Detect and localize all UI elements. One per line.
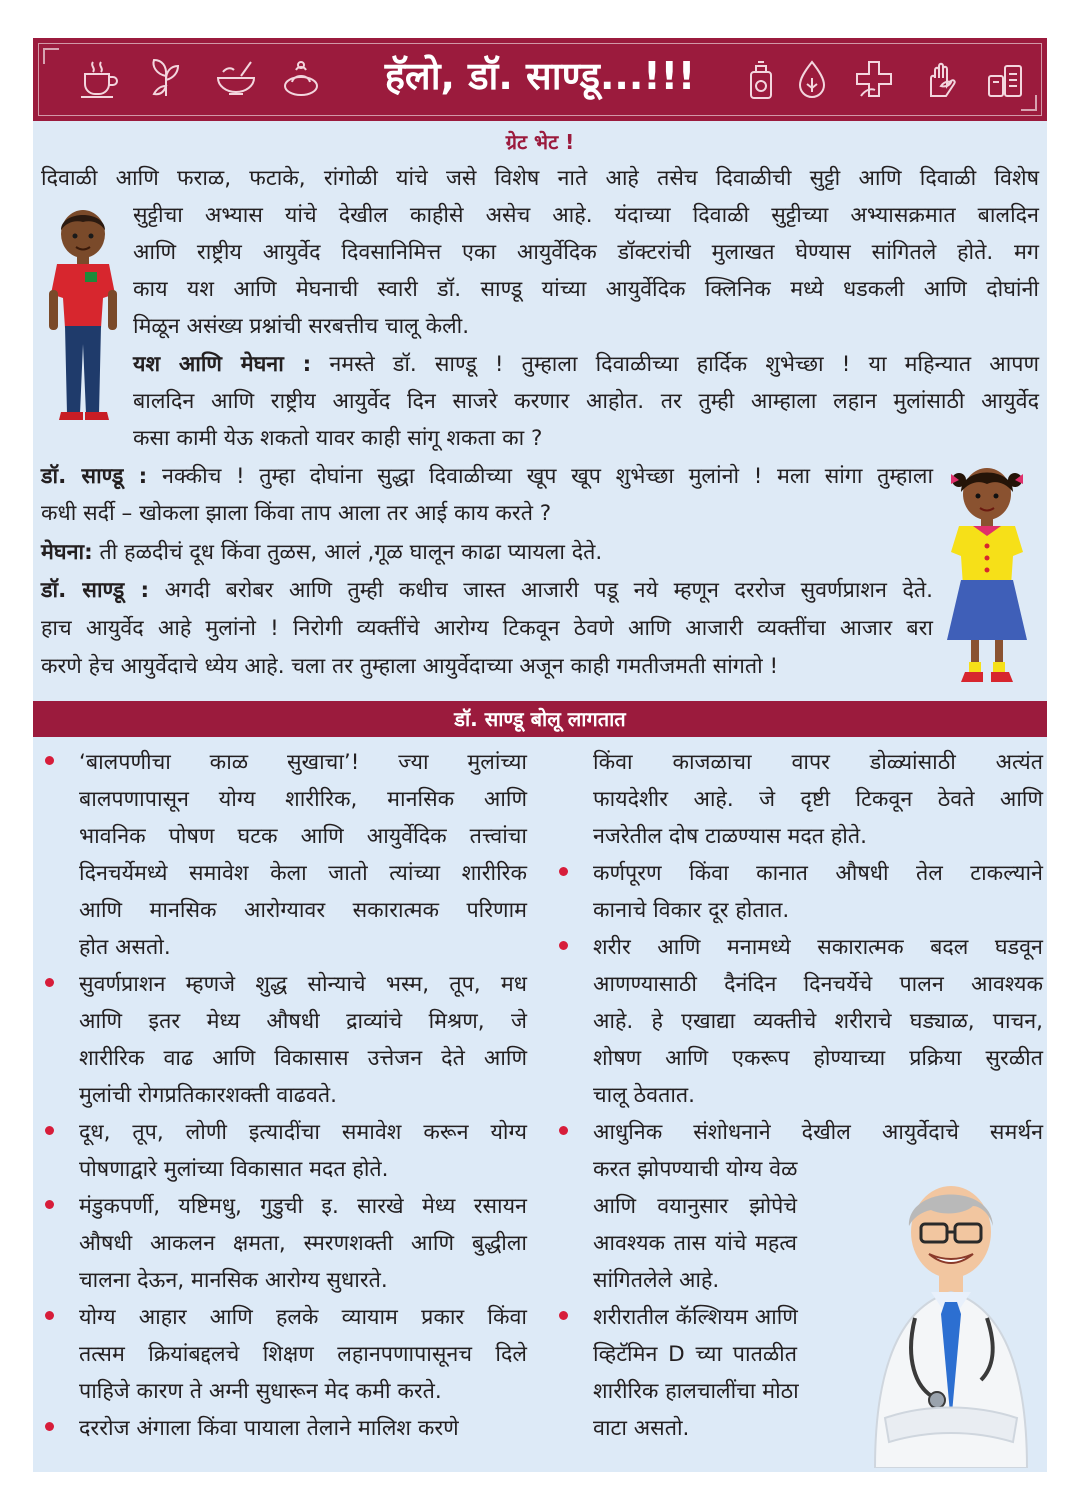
- header-banner: [33, 38, 1047, 121]
- intro-subtitle: ग्रेट भेट !: [505, 130, 575, 154]
- bullet-continuation: आणण्यासाठी दैनंदिन दिनचर्येचे पालन आवश्यक: [593, 972, 1043, 997]
- bullet-continuation: कानाचे विकार दूर होतात.: [593, 898, 790, 923]
- hand-leaf-icon: [921, 56, 967, 102]
- bullet-item: दूध, तूप, लोणी इत्यादींचा समावेश करून योग्य: [79, 1120, 527, 1145]
- speaker-label: डॉ. साण्डू :: [41, 464, 148, 489]
- bullet-item: योग्य आहार आणि हलके व्यायाम प्रकार किंवा: [79, 1305, 527, 1330]
- bullet-continuation: भावनिक पोषण घटक आणि आयुर्वेदिक तत्त्वांचा: [79, 824, 527, 849]
- bullet-continuation: आवश्यक तास यांचे महत्व: [593, 1231, 797, 1256]
- intro-line: काय यश आणि मेघनाची स्वारी डॉ. साण्डू यांच्या आयुर्वेदिक क्लिनिक मध्ये धडकली आणि दोघांनी: [133, 277, 1039, 302]
- dialogue-line: हाच आयुर्वेद आहे मुलांनो ! निरोगी व्यक्तींचे आरोग्य टिकवून ठेवणे आणि आजारी व्यक्तींचा आजार बरा: [41, 616, 933, 641]
- section-title: डॉ. साण्डू बोलू लागतात: [33, 701, 1047, 737]
- intro-line: सुट्टीचा अभ्यास यांचे देखील काहीसे असेच आहे. यंदाच्या दिवाळी सुट्टीच्या अभ्यासक्रमात बालदिन: [133, 203, 1039, 228]
- bullet-item: आधुनिक संशोधनाने देखील आयुर्वेदाचे समर्थन: [593, 1120, 1043, 1145]
- bullet-continuation: बालपणापासून योग्य शारीरिक, मानसिक आणि: [79, 787, 527, 812]
- intro-line: दिवाळी आणि फराळ, फटाके, रांगोळी यांचे जसे विशेष नाते आहे तसेच दिवाळीची सुट्टी आणि दिवाळी विशेष: [41, 166, 1039, 191]
- bullet-continuation: आणि वयानुसार झोपेचे: [593, 1194, 797, 1219]
- bullet-continuation: पाहिजे कारण ते अग्नी सुधारून मेद कमी करते.: [79, 1379, 442, 1404]
- bullet-item: मंडुकपर्णी, यष्टिमधु, गुडुची इ. सारखे मेध्य रसायन: [79, 1194, 527, 1219]
- bullet-continuation: चालना देऊन, मानसिक आरोग्य सुधारते.: [79, 1268, 388, 1293]
- speaker-label: डॉ. साण्डू :: [41, 578, 150, 603]
- bullet-continuation: करत झोपण्याची योग्य वेळ: [593, 1157, 798, 1182]
- dialogue-line: [133, 346, 1039, 383]
- dialogue-line: करणे हेच आयुर्वेदाचे ध्येय आहे. चला तर तुम्हाला आयुर्वेदाच्या अजून काही गमतीजमती सांगतो !: [41, 654, 779, 679]
- speaker-label: यश आणि मेघना :: [133, 352, 312, 377]
- bullet-continuation: आणि मानसिक आरोग्यावर सकारात्मक परिणाम: [79, 898, 527, 923]
- banner-title: हॅलो, डॉ. साण्डू...!!!: [384, 54, 696, 98]
- bullet-continuation: पोषणाद्वारे मुलांच्या विकासात मदत होते.: [79, 1157, 389, 1182]
- dialogue-line: कसा कामी येऊ शकतो यावर काही सांगू शकता का ?: [133, 426, 543, 451]
- dialogue-text: अगदी बरोबर आणि तुम्ही कधीच जास्त आजारी पडू नये म्हणून दररोज सुवर्णप्राशन देते.: [149, 578, 934, 603]
- bullet-dot: [45, 1311, 54, 1320]
- bullet-dot: [559, 1311, 568, 1320]
- bullet-continuation: सांगितलेले आहे.: [593, 1268, 720, 1293]
- bullet-continuation: आहे. हे एखाद्या व्यक्तीचे शरीराचे घड्याळ, पाचन,: [593, 1009, 1043, 1034]
- doctor-illustration: [855, 1168, 1047, 1468]
- bullet-continuation: मुलांची रोगप्रतिकारशक्ती वाढवते.: [79, 1083, 337, 1108]
- bullet-item: शरीर आणि मनामध्ये सकारात्मक बदल घडवून: [593, 935, 1043, 960]
- bullet-dot: [45, 756, 54, 765]
- bullet-continuation: वाटा असतो.: [593, 1416, 690, 1441]
- girl-illustration: [939, 462, 1035, 698]
- bullet-item: ‘बालपणीचा काळ सुखाचा’! ज्या मुलांच्या: [79, 750, 527, 775]
- intro-line: मिळून असंख्य प्रश्नांची सरबत्तीच चालू केली.: [133, 314, 470, 339]
- bullet-dot: [45, 978, 54, 987]
- bullet-dot: [45, 1200, 54, 1209]
- dialogue-line: [41, 572, 933, 609]
- bullet-continuation: औषधी आकलन क्षमता, स्मरणशक्ती आणि बुद्धीला: [79, 1231, 527, 1256]
- herbal-cross-icon: [851, 56, 897, 102]
- bullet-dot: [45, 1422, 54, 1431]
- oil-drop-icon: [789, 56, 835, 102]
- bullet-continuation: व्हिटॅमिन D च्या पातळीत: [593, 1342, 797, 1367]
- left-column: [33, 744, 533, 1464]
- bullet-continuation: तत्सम क्रियांबद्दलचे शिक्षण लहानपणापासूनच दिले: [79, 1342, 527, 1367]
- speaker-label: मेघना:: [41, 540, 93, 565]
- oil-bottle-icon: [739, 56, 785, 102]
- dialogue-text: नक्कीच ! तुम्हा दोघांना सुद्धा दिवाळीच्या खूप खूप शुभेच्छा मुलांनो ! मला सांगा तुम्हाला: [147, 464, 934, 489]
- bullet-continuation: शोषण आणि एकरूप होण्याच्या प्रक्रिया सुरळीत: [593, 1046, 1043, 1071]
- intro-line: आणि राष्ट्रीय आयुर्वेद दिवसानिमित्त एका आयुर्वेदिक डॉक्टरांची मुलाखत घेण्यास सांगितले होते. मग: [133, 240, 1039, 265]
- bullet-continuation: फायदेशीर आहे. जे दृष्टी टिकवून ठेवते आणि: [593, 787, 1043, 812]
- bullet-item: शरीरातील कॅल्शियम आणि: [593, 1305, 798, 1330]
- bullet-dot: [45, 1126, 54, 1135]
- boy-illustration: [43, 206, 123, 426]
- bullet-continuation: शारीरिक वाढ आणि विकासास उत्तेजन देते आणि: [79, 1046, 527, 1071]
- pills-icon: [983, 56, 1029, 102]
- dialogue-line: बालदिन आणि राष्ट्रीय आयुर्वेद दिन साजरे करणार आहोत. तर तुम्ही आम्हाला लहान मुलांसाठी आयुर्वेद: [133, 389, 1039, 414]
- dialogue-line: [41, 534, 602, 571]
- dialogue-text: ती हळदीचं दूध किंवा तुळस, आलं ,गूळ घालून काढा प्यायला देते.: [92, 540, 603, 565]
- dialogue-text: नमस्ते डॉ. साण्डू ! तुम्हाला दिवाळीच्या हार्दिक शुभेच्छा ! या महिन्यात आपण: [311, 352, 1039, 377]
- bullet-continuation: शारीरिक हालचालींचा मोठा: [593, 1379, 799, 1404]
- bullet-continuation: आणि इतर मेध्य औषधी द्राव्यांचे मिश्रण, जे: [79, 1009, 527, 1034]
- bullet-item: सुवर्णप्राशन म्हणजे शुद्ध सोन्याचे भस्म, तूप, मध: [79, 972, 527, 997]
- bullet-dot: [559, 941, 568, 950]
- bullet-continuation: होत असतो.: [79, 935, 171, 960]
- bullet-continuation: नजरेतील दोष टाळण्यास मदत होते.: [593, 824, 867, 849]
- bullet-continuation: किंवा काजळाचा वापर डोळ्यांसाठी अत्यंत: [593, 750, 1043, 775]
- bullet-item: दररोज अंगाला किंवा पायाला तेलाने मालिश करणे: [79, 1416, 459, 1441]
- newsletter-page: [33, 38, 1047, 1472]
- dialogue-line: कधी सर्दी – खोकला झाला किंवा ताप आला तर आई काय करते ?: [41, 501, 552, 526]
- bullet-dot: [559, 1126, 568, 1135]
- dialogue-line: [41, 458, 933, 495]
- bullet-continuation: चालू ठेवतात.: [593, 1083, 695, 1108]
- bullet-item: कर्णपूरण किंवा कानात औषधी तेल टाकल्याने: [593, 861, 1043, 886]
- bullet-dot: [559, 867, 568, 876]
- bullet-continuation: दिनचर्येमध्ये समावेश केला जातो त्यांच्या शारीरिक: [79, 861, 527, 886]
